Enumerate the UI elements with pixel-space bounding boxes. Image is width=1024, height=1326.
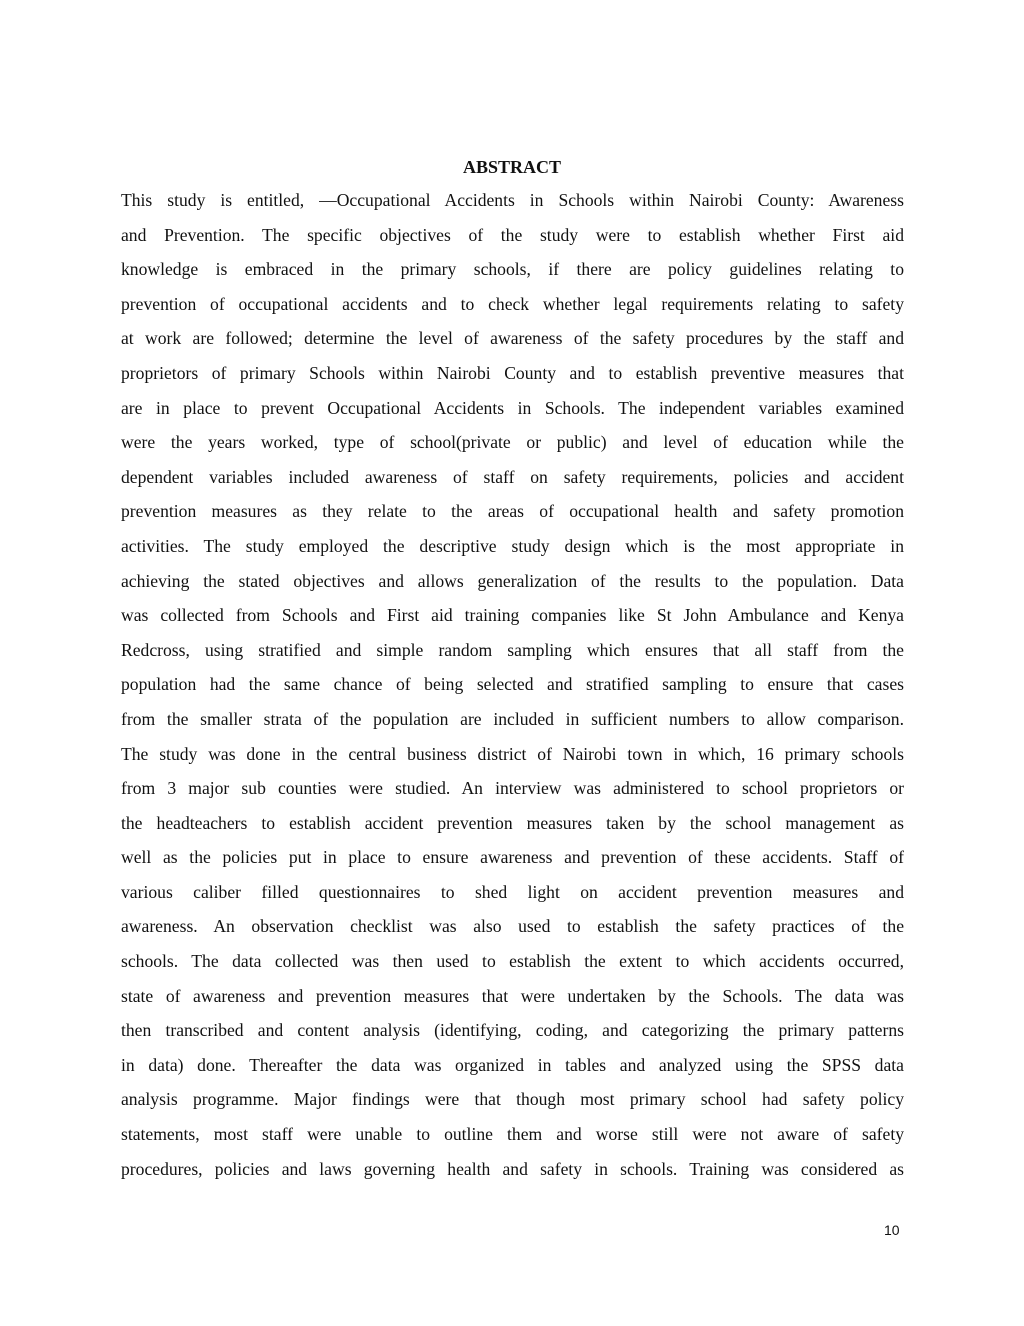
abstract-line: knowledge is embraced in the primary schools, if there are policy guidelines relating to: [121, 259, 904, 280]
abstract-line: state of awareness and prevention measures that were undertaken by the Schools. The data was: [121, 985, 904, 1006]
abstract-line: Redcross, using stratified and simple random sampling which ensures that all staff from the: [121, 639, 904, 660]
abstract-line: and Prevention. The specific objectives of the study were to establish whether First aid: [121, 224, 904, 245]
abstract-line: was collected from Schools and First aid training companies like St John Ambulance and Kenya: [121, 605, 904, 626]
abstract-line: prevention of occupational accidents and to check whether legal requirements relating to safety: [121, 293, 904, 314]
abstract-line: activities. The study employed the descriptive study design which is the most appropriate in: [121, 535, 904, 556]
abstract-line: prevention measures as they relate to the areas of occupational health and safety promotion: [121, 501, 904, 522]
abstract-line: from 3 major sub counties were studied. An interview was administered to school proprietors or: [121, 778, 904, 799]
abstract-line: awareness. An observation checklist was also used to establish the safety practices of the: [121, 916, 904, 937]
abstract-line: population had the same chance of being selected and stratified sampling to ensure that cases: [121, 674, 904, 695]
abstract-line: in data) done. Thereafter the data was organized in tables and analyzed using the SPSS data: [121, 1054, 904, 1075]
abstract-line: This study is entitled, ―Occupational Accidents in Schools within Nairobi County: Awareness: [121, 190, 904, 210]
abstract-line: statements, most staff were unable to outline them and worse still were not aware of safety: [121, 1124, 904, 1145]
abstract-line: at work are followed; determine the level of awareness of the safety procedures by the staff and: [121, 328, 904, 349]
abstract-line: The study was done in the central business district of Nairobi town in which, 16 primary schools: [121, 743, 904, 764]
abstract-line: various caliber filled questionnaires to shed light on accident prevention measures and: [121, 881, 904, 902]
abstract-body: [121, 183, 904, 1186]
abstract-line: proprietors of primary Schools within Nairobi County and to establish preventive measures that: [121, 362, 904, 383]
abstract-line: then transcribed and content analysis (identifying, coding, and categorizing the primary patterns: [121, 1020, 904, 1041]
page-number: 10: [884, 1222, 900, 1238]
abstract-line: achieving the stated objectives and allows generalization of the results to the population. Data: [121, 570, 904, 591]
abstract-line: schools. The data collected was then used to establish the extent to which accidents occurred,: [121, 951, 904, 972]
abstract-line: well as the policies put in place to ensure awareness and prevention of these accidents. Staff of: [121, 847, 904, 868]
abstract-line: procedures, policies and laws governing health and safety in schools. Training was considered as: [121, 1158, 904, 1179]
abstract-line: are in place to prevent Occupational Accidents in Schools. The independent variables examined: [121, 397, 904, 418]
abstract-line: dependent variables included awareness of staff on safety requirements, policies and accident: [121, 466, 904, 487]
abstract-line: analysis programme. Major findings were that though most primary school had safety policy: [121, 1089, 904, 1110]
abstract-line: were the years worked, type of school(private or public) and level of education while the: [121, 432, 904, 453]
abstract-heading: ABSTRACT: [462, 157, 562, 177]
abstract-line: from the smaller strata of the population are included in sufficient numbers to allow comparison.: [121, 708, 904, 729]
abstract-line: the headteachers to establish accident prevention measures taken by the school management as: [121, 812, 904, 833]
